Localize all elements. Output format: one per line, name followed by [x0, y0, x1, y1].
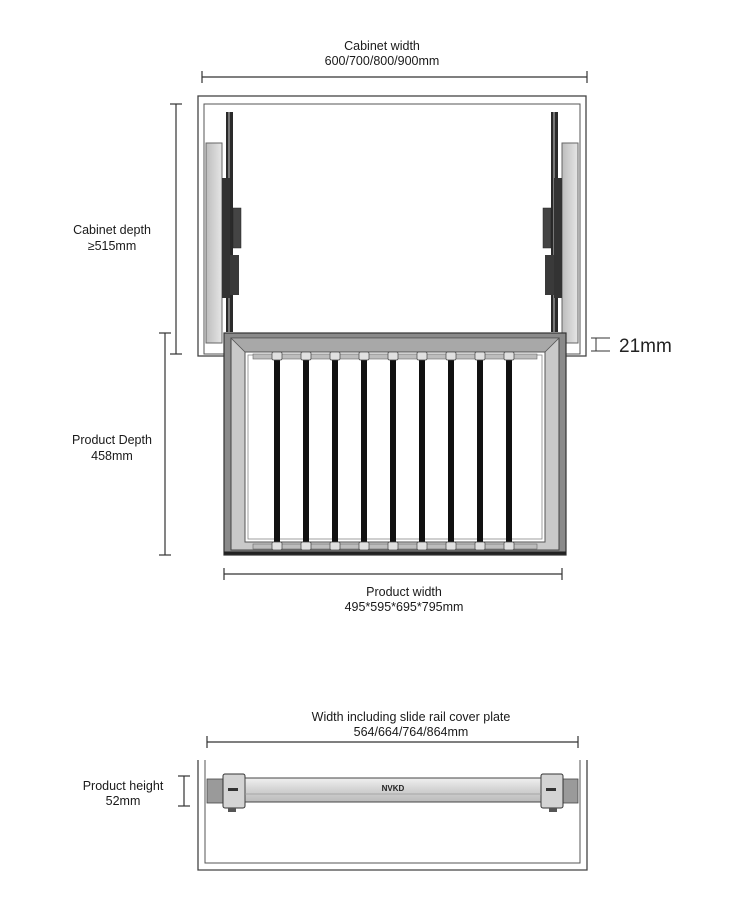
brand-logo: NVKD	[381, 784, 405, 793]
gap-dimension	[591, 336, 672, 357]
rail-width-value: 564/664/764/864mm	[353, 725, 469, 739]
hanging-bar	[332, 356, 338, 548]
bar-clip-top	[388, 352, 398, 360]
product-depth-value: 458mm	[91, 449, 133, 463]
right-slide-rail	[543, 112, 562, 332]
bar-clip-bottom	[475, 542, 485, 550]
product-width-title: Product width	[366, 585, 442, 599]
rail-width-title: Width including slide rail cover plate	[311, 710, 511, 724]
right-side-panel	[562, 143, 578, 343]
hanging-bar	[390, 356, 396, 548]
hanging-bar	[274, 356, 280, 548]
bar-clip-bottom	[301, 542, 311, 550]
hanging-bar	[361, 356, 367, 548]
cabinet-width-value: 600/700/800/900mm	[324, 54, 440, 68]
hanging-bar	[448, 356, 454, 548]
bar-clip-bottom	[417, 542, 427, 550]
cabinet-width-title: Cabinet width	[344, 39, 420, 53]
gap-value: 21mm	[619, 336, 672, 357]
product-width-value: 495*595*695*795mm	[344, 600, 464, 614]
hanging-bar	[477, 356, 483, 548]
hanging-bar	[303, 356, 309, 548]
bar-clip-top	[330, 352, 340, 360]
bar-clip-bottom	[359, 542, 369, 550]
product-height-dimension	[83, 776, 190, 808]
bar-clip-top	[301, 352, 311, 360]
cabinet-width-dimension	[202, 39, 587, 83]
cabinet-depth-value: ≥515mm	[87, 239, 137, 253]
product-depth-title: Product Depth	[72, 433, 152, 447]
bar-clip-bottom	[330, 542, 340, 550]
bar-clip-bottom	[388, 542, 398, 550]
front-cabinet-outline	[198, 760, 587, 870]
bar-clip-top	[446, 352, 456, 360]
hanging-bar	[506, 356, 512, 548]
product-height-value: 52mm	[105, 794, 141, 808]
left-side-panel	[206, 143, 222, 343]
cabinet-outline	[198, 96, 586, 356]
cabinet-depth-title: Cabinet depth	[73, 223, 151, 237]
bar-clip-top	[417, 352, 427, 360]
bar-clip-bottom	[446, 542, 456, 550]
bar-clip-bottom	[504, 542, 514, 550]
front-rail-assembly	[207, 774, 578, 812]
left-slide-rail	[222, 112, 241, 332]
cabinet-depth-dimension	[73, 104, 182, 354]
product-width-dimension	[224, 568, 562, 614]
rail-width-dimension	[207, 710, 578, 748]
product-height-title: Product height	[82, 779, 164, 793]
product-depth-dimension	[72, 333, 171, 555]
bar-clip-top	[359, 352, 369, 360]
bar-clip-bottom	[272, 542, 282, 550]
bar-clip-top	[504, 352, 514, 360]
hanging-bar	[419, 356, 425, 548]
bar-clip-top	[272, 352, 282, 360]
bar-clip-top	[475, 352, 485, 360]
